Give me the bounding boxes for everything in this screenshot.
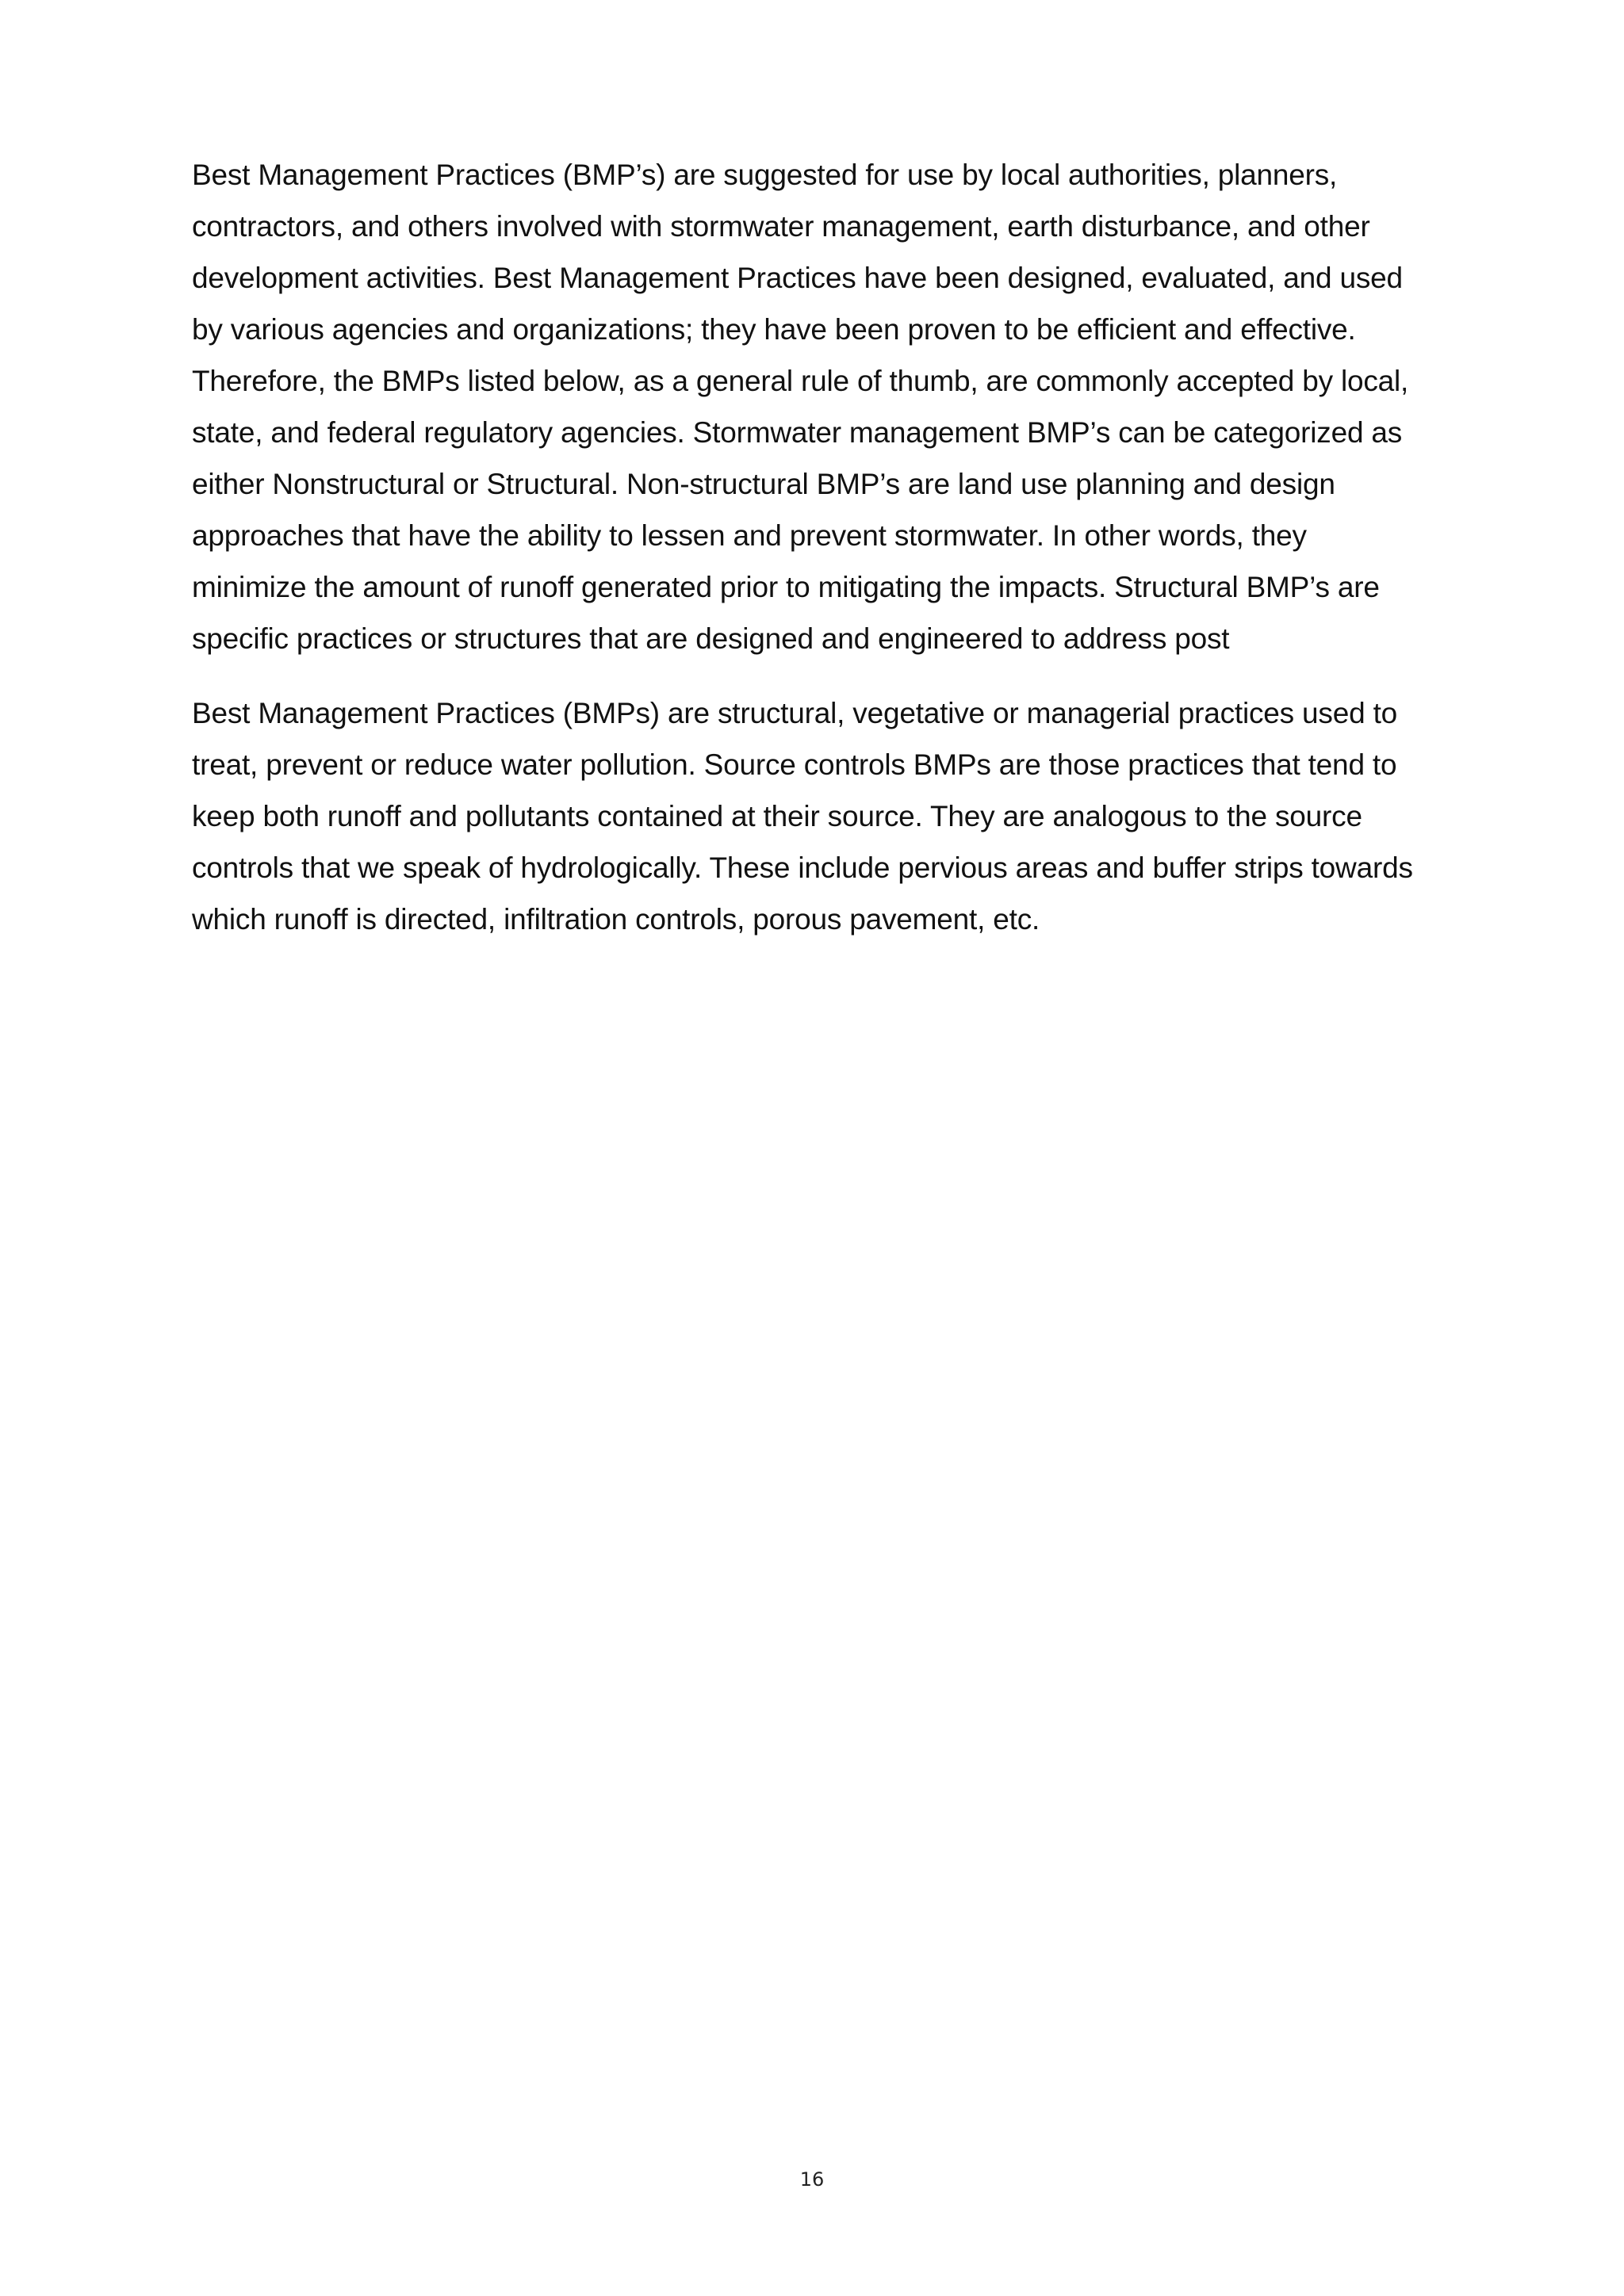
text-line: contractors, and others involved with stormwater management, earth disturbance, and other <box>192 210 1370 243</box>
text-line: Best Management Practices (BMPs) are structural, vegetative or managerial practices used to <box>192 697 1398 729</box>
text-line: Best Management Practices (BMP’s) are suggested for use by local authorities, planners, <box>192 159 1338 191</box>
text-line: Therefore, the BMPs listed below, as a general rule of thumb, are commonly accepted by local, <box>192 365 1409 397</box>
text-line: minimize the amount of runoff generated prior to mitigating the impacts. Structural BMP’s are <box>192 571 1380 603</box>
text-line: specific practices or structures that are designed and engineered to address post <box>192 622 1230 655</box>
paragraph-source-controls <box>192 687 1461 945</box>
page-number: 16 <box>799 2168 825 2191</box>
text-line: approaches that have the ability to lessen and prevent stormwater. In other words, they <box>192 519 1307 552</box>
text-line: state, and federal regulatory agencies. Stormwater management BMP’s can be categorized as <box>192 416 1403 449</box>
text-line: keep both runoff and pollutants contained at their source. They are analogous to the source <box>192 800 1362 832</box>
text-line: development activities. Best Management Practices have been designed, evaluated, and used <box>192 262 1403 294</box>
body-text <box>192 149 1461 945</box>
text-line: by various agencies and organizations; they have been proven to be efficient and effective. <box>192 313 1356 346</box>
paragraph-bmp-definition <box>192 149 1461 664</box>
text-line: controls that we speak of hydrologically. These include pervious areas and buffer strips towards <box>192 851 1413 884</box>
text-line: treat, prevent or reduce water pollution. Source controls BMPs are those practices that tend to <box>192 748 1397 781</box>
text-line: either Nonstructural or Structural. Non-structural BMP’s are land use planning and design <box>192 468 1335 500</box>
text-line: which runoff is directed, infiltration controls, porous pavement, etc. <box>192 903 1040 936</box>
